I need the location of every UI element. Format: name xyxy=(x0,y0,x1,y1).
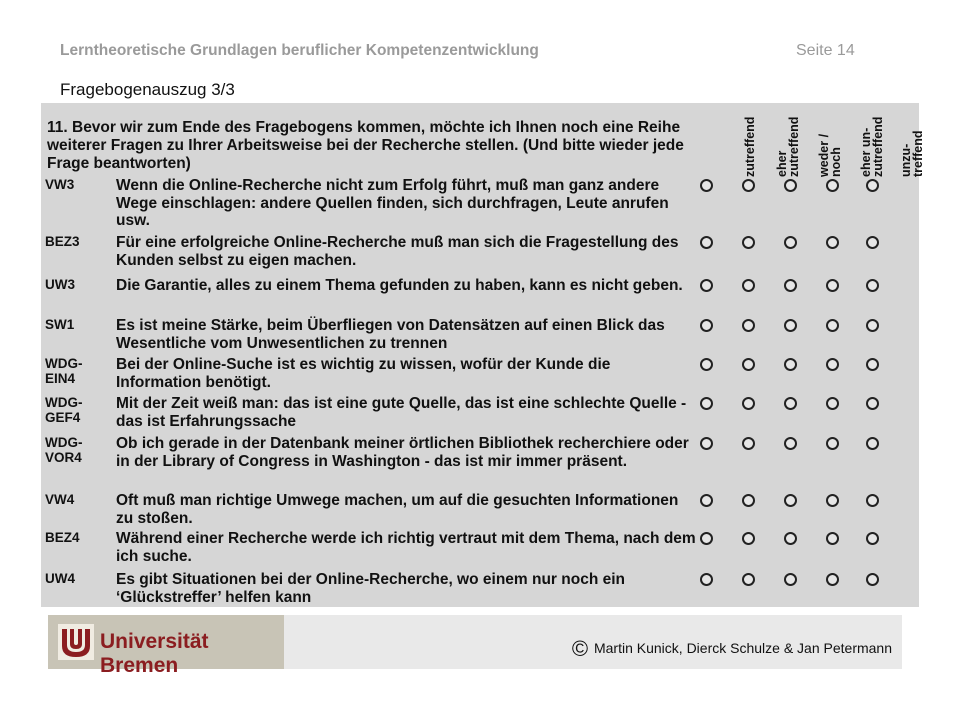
answer-radio[interactable] xyxy=(742,532,755,545)
answer-radio[interactable] xyxy=(742,494,755,507)
question-text xyxy=(47,119,697,173)
answer-radio[interactable] xyxy=(826,319,839,332)
answer-radio[interactable] xyxy=(784,437,797,450)
scale-header xyxy=(899,107,946,177)
answer-radio[interactable] xyxy=(784,179,797,192)
answer-radio[interactable] xyxy=(700,437,713,450)
footer-bar xyxy=(48,615,902,677)
item-statement: Es ist meine Stärke, beim Überfliegen von Datensätzen auf einen Blick das Wesentliche vom Unwesentlichen zu trennen xyxy=(116,317,665,352)
answer-radio[interactable] xyxy=(866,494,879,507)
answer-radio[interactable] xyxy=(826,358,839,371)
answer-radio[interactable] xyxy=(866,179,879,192)
answer-options xyxy=(698,179,918,193)
answer-options xyxy=(698,319,918,333)
answer-radio[interactable] xyxy=(866,573,879,586)
answer-radio[interactable] xyxy=(784,532,797,545)
scale-label: unzu- treffend xyxy=(899,130,925,177)
answer-options xyxy=(698,494,918,508)
answer-radio[interactable] xyxy=(784,573,797,586)
answer-radio[interactable] xyxy=(742,437,755,450)
answer-radio[interactable] xyxy=(866,358,879,371)
answer-radio[interactable] xyxy=(826,279,839,292)
answer-radio[interactable] xyxy=(700,358,713,371)
page-number: Seite 14 xyxy=(796,42,855,59)
answer-radio[interactable] xyxy=(700,573,713,586)
questionnaire-scan xyxy=(41,103,925,607)
item-statement: Wenn die Online-Recherche nicht zum Erfolg führt, muß man ganz andere Wege einschlagen: andere Quellen finden, sich durchfragen, Leute anrufen usw. xyxy=(116,177,669,229)
answer-radio[interactable] xyxy=(700,236,713,249)
item-code: UW4 xyxy=(45,571,75,586)
answer-radio[interactable] xyxy=(784,358,797,371)
question-main: 11. Bevor wir zum Ende des Fragebogens kommen, möchte ich Ihnen noch eine Reihe weiterer Fragen zu Ihrer Arbeitsweise bei der Recherche stellen. xyxy=(47,119,681,154)
answer-radio[interactable] xyxy=(742,573,755,586)
answer-radio[interactable] xyxy=(826,397,839,410)
answer-options xyxy=(698,397,918,411)
university-name: Universität Bremen xyxy=(100,630,209,677)
answer-radio[interactable] xyxy=(784,236,797,249)
answer-radio[interactable] xyxy=(742,179,755,192)
answer-options xyxy=(698,236,918,250)
item-code: VW4 xyxy=(45,492,75,507)
item-code: WDG- GEF4 xyxy=(45,395,83,425)
item-statement: Bei der Online-Suche ist es wichtig zu wissen, wofür der Kunde die Information benötigt. xyxy=(116,356,611,391)
answer-radio[interactable] xyxy=(866,319,879,332)
answer-radio[interactable] xyxy=(866,437,879,450)
answer-radio[interactable] xyxy=(742,279,755,292)
item-code: SW1 xyxy=(45,317,75,332)
university-seal-icon xyxy=(58,624,94,660)
answer-radio[interactable] xyxy=(784,494,797,507)
answer-radio[interactable] xyxy=(866,279,879,292)
item-code: WDG- EIN4 xyxy=(45,356,83,386)
item-statement: Die Garantie, alles zu einem Thema gefunden zu haben, kann es nicht geben. xyxy=(116,277,683,294)
scale-label: eher zutreffend xyxy=(775,116,801,177)
answer-radio[interactable] xyxy=(700,494,713,507)
copyright-symbol: © xyxy=(571,636,589,661)
answer-radio[interactable] xyxy=(866,397,879,410)
answer-radio[interactable] xyxy=(700,179,713,192)
answer-radio[interactable] xyxy=(742,319,755,332)
answer-radio[interactable] xyxy=(826,236,839,249)
item-statement: Oft muß man richtige Umwege machen, um auf die gesuchten Informationen zu stoßen. xyxy=(116,492,679,527)
presentation-title: Lerntheoretische Grundlagen beruflicher Kompetenzentwicklung xyxy=(60,42,539,59)
answer-options xyxy=(698,532,918,546)
answer-options xyxy=(698,573,918,587)
slide-subtitle: Fragebogenauszug 3/3 xyxy=(60,80,235,99)
answer-radio[interactable] xyxy=(784,279,797,292)
question-note: (Und bitte wieder jede Frage beantworten) xyxy=(47,137,684,172)
answer-radio[interactable] xyxy=(700,397,713,410)
answer-radio[interactable] xyxy=(866,236,879,249)
authors: Martin Kunick, Dierck Schulze & Jan Petermann xyxy=(593,640,892,656)
scale-label: weder / noch xyxy=(817,133,843,177)
answer-radio[interactable] xyxy=(826,494,839,507)
answer-radio[interactable] xyxy=(742,358,755,371)
answer-radio[interactable] xyxy=(826,573,839,586)
item-code: UW3 xyxy=(45,277,75,292)
item-code: VW3 xyxy=(45,177,75,192)
item-code: BEZ4 xyxy=(45,530,80,545)
item-statement: Mit der Zeit weiß man: das ist eine gute Quelle, das ist eine schlechte Quelle - das ist Erfahrungssache xyxy=(116,395,687,430)
answer-options xyxy=(698,279,918,293)
answer-radio[interactable] xyxy=(700,532,713,545)
answer-options xyxy=(698,358,918,372)
scale-headers xyxy=(696,105,925,185)
item-code: WDG- VOR4 xyxy=(45,435,83,465)
answer-radio[interactable] xyxy=(700,319,713,332)
item-statement: Während einer Recherche werde ich richtig vertraut mit dem Thema, nach dem ich suche. xyxy=(116,530,696,565)
item-code: BEZ3 xyxy=(45,234,80,249)
item-statement: Für eine erfolgreiche Online-Recherche muß man sich die Fragestellung des Kunden selbst zu eigen machen. xyxy=(116,234,679,269)
item-statement: Es gibt Situationen bei der Online-Recherche, wo einem nur noch ein ‘Glückstreffer’ helfen kann xyxy=(116,571,625,606)
answer-radio[interactable] xyxy=(826,437,839,450)
scale-label: eher un- zutreffend xyxy=(859,116,885,177)
answer-radio[interactable] xyxy=(866,532,879,545)
answer-radio[interactable] xyxy=(784,319,797,332)
answer-options xyxy=(698,437,918,451)
answer-radio[interactable] xyxy=(826,179,839,192)
answer-radio[interactable] xyxy=(700,279,713,292)
scale-label: zutreffend xyxy=(743,116,757,177)
university-logo xyxy=(48,615,284,677)
answer-radio[interactable] xyxy=(742,236,755,249)
answer-radio[interactable] xyxy=(784,397,797,410)
scale-header xyxy=(740,107,778,177)
answer-radio[interactable] xyxy=(826,532,839,545)
copyright xyxy=(572,633,892,659)
answer-radio[interactable] xyxy=(742,397,755,410)
item-statement: Ob ich gerade in der Datenbank meiner örtlichen Bibliothek recherchiere oder in der Library of Congress in Washington - das ist mir immer präsent. xyxy=(116,435,689,470)
